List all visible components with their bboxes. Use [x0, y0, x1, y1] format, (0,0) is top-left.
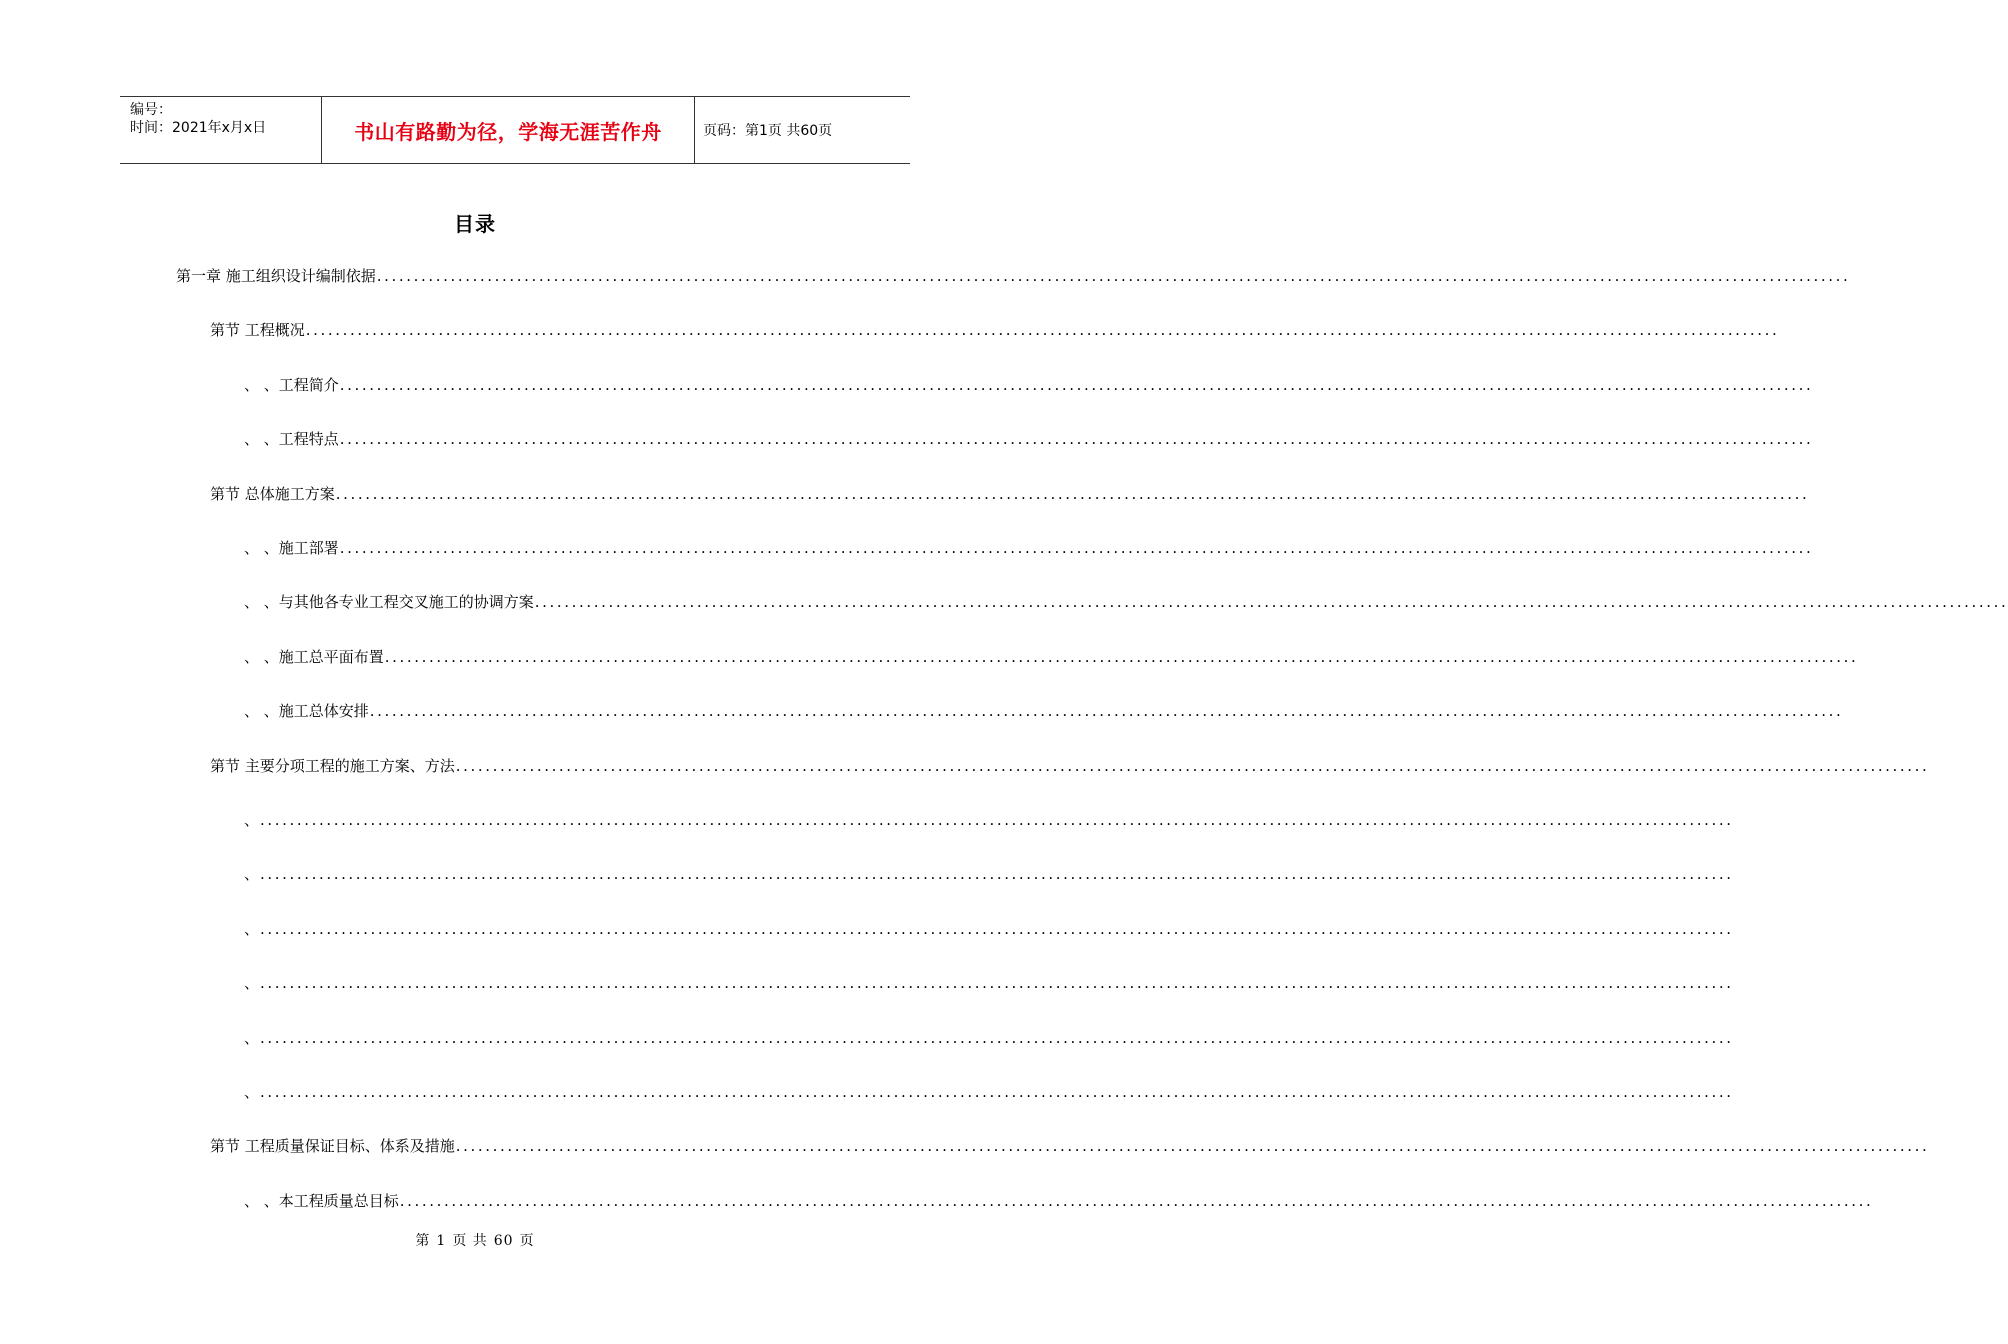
toc-entry[interactable]	[210, 482, 1810, 506]
toc-entry-text: 第一章 施工组织设计编制依据	[176, 267, 376, 285]
toc-entry[interactable]	[210, 318, 1780, 342]
toc-leader-dots: ........................................................................................................................................................................................................	[369, 702, 1844, 721]
toc-leader-dots: ........................................................................................................................................................................................................	[384, 647, 1859, 666]
toc-leader-dots: ........................................................................................................................................................................................................	[260, 1028, 1734, 1047]
toc-entry-text: 、 、施工总平面布置	[244, 647, 384, 666]
toc-leader-dots: ........................................................................................................................................................................................................	[305, 321, 1780, 340]
toc-entry[interactable]	[244, 1026, 1734, 1050]
toc-leader-dots: ........................................................................................................................................................................................................	[455, 756, 1930, 775]
toc-entry[interactable]	[244, 1080, 1734, 1104]
document-header	[120, 96, 910, 164]
header-motto: 书山有路勤为径，学海无涯苦作舟	[354, 119, 662, 144]
header-number-label: 编号：	[130, 102, 172, 118]
toc-entry-text: 第节 工程质量保证目标、体系及措施	[210, 1137, 455, 1156]
header-divider	[694, 97, 695, 163]
toc-leader-dots: ........................................................................................................................................................................................................	[339, 539, 1814, 557]
toc-entry[interactable]	[210, 1134, 1930, 1158]
toc-leader-dots: ........................................................................................................................................................................................................	[335, 484, 1810, 503]
toc-entry-text: 第节 主要分项工程的施工方案、方法	[210, 756, 455, 775]
header-time-label: 时间：2021年x月x日	[130, 120, 267, 136]
toc-entry-text: 、 、与其他各专业工程交叉施工的协调方案	[244, 593, 534, 612]
toc-entry-text: 、 、工程特点	[244, 430, 339, 449]
toc-entry[interactable]	[244, 862, 1734, 886]
toc-entry-text: 、	[244, 1028, 260, 1047]
toc-leader-dots: ........................................................................................................................................................................................................	[260, 919, 1734, 938]
toc-entry-text: 、 、工程简介	[244, 375, 339, 394]
toc-entry[interactable]	[244, 917, 1734, 941]
toc-entry[interactable]	[244, 645, 1859, 669]
toc-entry[interactable]	[244, 590, 2008, 614]
toc-entry-text: 、 、施工总体安排	[244, 702, 369, 721]
toc-leader-dots: ........................................................................................................................................................................................................	[260, 974, 1734, 993]
toc-entry[interactable]	[244, 373, 1814, 397]
toc-entry[interactable]	[244, 971, 1734, 995]
toc-entry[interactable]	[176, 264, 1851, 288]
footer-page-number: 1	[436, 1233, 447, 1249]
page-title: 目录	[454, 212, 496, 236]
toc-entry[interactable]	[244, 427, 1814, 451]
toc-entry[interactable]	[210, 754, 1930, 778]
toc-entry-text: 、	[244, 919, 260, 938]
page-footer	[0, 1230, 950, 1250]
toc-entry[interactable]	[244, 699, 1844, 723]
toc-entry[interactable]	[244, 1189, 1874, 1213]
toc-leader-dots: ........................................................................................................................................................................................................	[260, 811, 1734, 829]
toc-entry-text: 、	[244, 811, 260, 829]
footer-page-suffix: 页	[519, 1233, 535, 1249]
toc-leader-dots: ........................................................................................................................................................................................................	[534, 593, 2008, 612]
footer-total-pages: 60	[493, 1233, 514, 1249]
footer-page-mid: 页 共	[452, 1233, 488, 1249]
toc-entry-text: 第节 工程概况	[210, 321, 305, 340]
toc-entry[interactable]	[244, 536, 1814, 560]
footer-page-prefix: 第	[415, 1233, 431, 1249]
toc-entry-text: 、 、施工部署	[244, 539, 339, 557]
toc-entry-text: 、 、本工程质量总目标	[244, 1191, 399, 1210]
toc-leader-dots: ........................................................................................................................................................................................................	[260, 865, 1734, 884]
toc-leader-dots: ........................................................................................................................................................................................................	[376, 267, 1851, 285]
toc-leader-dots: ........................................................................................................................................................................................................	[339, 375, 1814, 394]
toc-entry[interactable]	[244, 808, 1734, 832]
toc-leader-dots: ........................................................................................................................................................................................................	[339, 430, 1814, 449]
toc-entry-text: 、	[244, 865, 260, 884]
toc-leader-dots: ........................................................................................................................................................................................................	[399, 1191, 1874, 1210]
toc-leader-dots: ........................................................................................................................................................................................................	[260, 1083, 1734, 1101]
toc-entry-text: 第节 总体施工方案	[210, 484, 335, 503]
toc-leader-dots: ........................................................................................................................................................................................................	[455, 1137, 1930, 1156]
header-meta	[130, 101, 266, 137]
toc-entry-text: 、	[244, 974, 260, 993]
toc-entry-text: 、	[244, 1083, 260, 1101]
header-page-info: 页码：第1页 共60页	[703, 123, 833, 139]
